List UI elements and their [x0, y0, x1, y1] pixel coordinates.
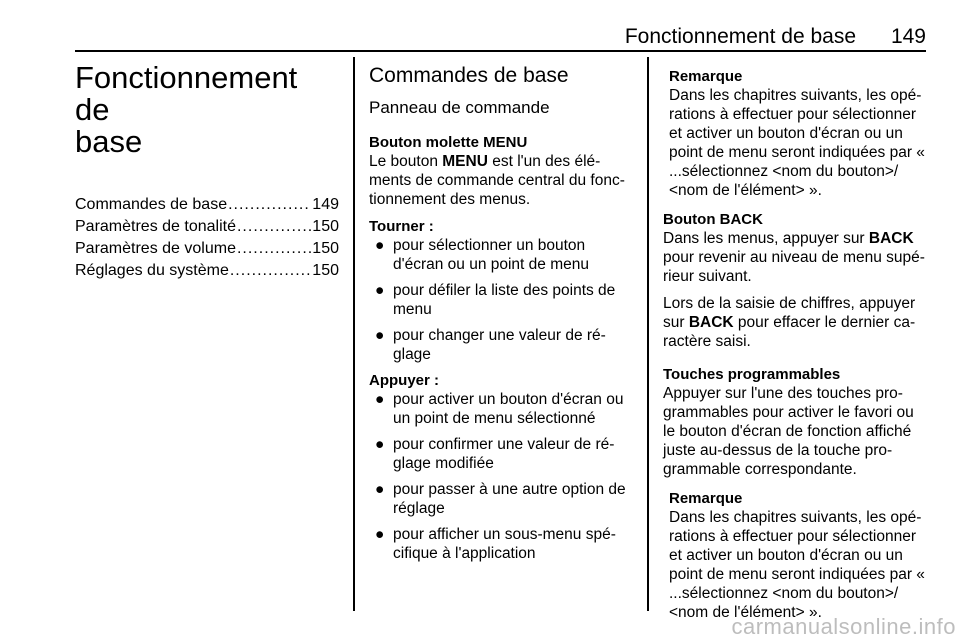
menu-keyword: MENU [442, 153, 488, 170]
list-item [369, 525, 633, 563]
list-item [369, 480, 633, 518]
bullet-icon: ● [375, 282, 385, 299]
soft-keys-paragraph: Appuyer sur l'une des touches pro-grammables pour activer le favori ou le bouton d'écran de fonction affiché juste au-dessus de la touche pro-grammable correspondante. [663, 385, 914, 478]
bullet-icon: ● [375, 391, 385, 408]
note-title: Remarque [669, 68, 743, 85]
toc-entry-label[interactable]: Réglages du système [75, 262, 229, 279]
list-item-text: pour défiler la liste des points de menu [393, 282, 616, 318]
list-item-text: pour passer à une autre option de réglage [393, 481, 626, 517]
toc-entry-label[interactable]: Paramètres de volume [75, 240, 236, 257]
turn-list [369, 236, 633, 364]
back-text-pre: Lors de la saisie de chiffres, appuyer sur [663, 295, 916, 331]
list-item-text: pour changer une valeur de ré-glage [393, 327, 606, 363]
note-text: Dans les chapitres suivants, les opé-rations à effectuer pour sélectionner et activer un bouton d'écran ou un point de menu seront indiquées par « ...sélectionnez <nom du bouton>/ <nom de l'élément> ». [669, 509, 925, 621]
back-keyword: BACK [688, 314, 734, 331]
toc-entry[interactable] [75, 194, 339, 216]
soft-keys-title: Touches programmables [663, 366, 841, 383]
chapter-title-line1: Fonctionnement de [75, 60, 298, 127]
column-divider-right [647, 57, 649, 611]
knob-description [369, 152, 633, 209]
running-header [75, 22, 926, 48]
back-paragraph [663, 294, 927, 351]
list-item [369, 281, 633, 319]
note-box [663, 67, 927, 200]
toc-entry[interactable] [75, 260, 339, 282]
back-button-title: Bouton BACK [663, 211, 763, 228]
turn-label: Tourner : [369, 218, 434, 235]
list-item [369, 326, 633, 364]
knob-text-pre: Le bouton [369, 153, 443, 170]
toc-entry[interactable] [75, 238, 339, 260]
list-item-text: pour sélectionner un bouton d'écran ou un point de menu [393, 237, 589, 273]
toc-entry-page[interactable]: 150 [312, 262, 339, 279]
bullet-icon: ● [375, 526, 385, 543]
toc-leader [237, 238, 311, 260]
knob-title: Bouton molette MENU [369, 134, 528, 151]
bullet-icon: ● [375, 237, 385, 254]
back-keyword: BACK [868, 230, 914, 247]
note-title: Remarque [669, 490, 743, 507]
list-item-text: pour activer un bouton d'écran ou un point de menu sélectionné [393, 391, 624, 427]
page-number: 149 [890, 25, 926, 48]
toc-entry[interactable] [75, 216, 339, 238]
back-text-post: pour effacer le dernier ca-ractère saisi. [663, 314, 916, 350]
bullet-icon: ● [375, 327, 385, 344]
toc-entry-page[interactable]: 150 [312, 218, 339, 235]
back-text-pre: Dans les menus, appuyer sur [663, 230, 869, 247]
back-paragraph [663, 229, 927, 286]
bullet-icon: ● [375, 481, 385, 498]
running-header-title: Fonctionnement de base [624, 25, 856, 48]
toc-leader [228, 194, 311, 216]
note-box [663, 489, 927, 622]
chapter-title [75, 62, 339, 158]
chapter-title-line2: base [75, 124, 143, 159]
toc-entry-page[interactable]: 150 [312, 240, 339, 257]
toc-entry-page[interactable]: 149 [312, 196, 339, 213]
knob-text-post: est l'un des élé-ments de commande central du fonc-tionnement des menus. [369, 153, 625, 208]
list-item [369, 236, 633, 274]
toc-entry-label[interactable]: Commandes de base [75, 196, 228, 213]
bullet-icon: ● [375, 436, 385, 453]
list-item [369, 435, 633, 473]
list-item-text: pour afficher un sous-menu spé-cifique à l'application [393, 526, 616, 562]
list-item [369, 390, 633, 428]
chapter-column [75, 62, 339, 282]
back-text-post: pour revenir au niveau de menu supé-rieur suivant. [663, 249, 925, 285]
subsection-heading: Panneau de commande [369, 98, 550, 117]
toc-entry-label[interactable]: Paramètres de tonalité [75, 218, 236, 235]
column-divider-left [353, 57, 355, 611]
right-column [663, 67, 927, 632]
watermark: carmanualsonline.info [731, 614, 956, 639]
press-label: Appuyer : [369, 372, 440, 389]
middle-column [369, 64, 633, 570]
note-text: Dans les chapitres suivants, les opé-rations à effectuer pour sélectionner et activer un bouton d'écran ou un point de menu seront indiquées par « ...sélectionnez <nom du bouton>/ <nom de l'élément> ». [669, 87, 925, 199]
press-list [369, 390, 633, 563]
toc-leader [230, 260, 311, 282]
header-rule [75, 50, 926, 52]
section-heading: Commandes de base [369, 64, 569, 87]
table-of-contents [75, 194, 339, 282]
toc-leader [237, 216, 311, 238]
list-item-text: pour confirmer une valeur de ré-glage modifiée [393, 436, 615, 472]
